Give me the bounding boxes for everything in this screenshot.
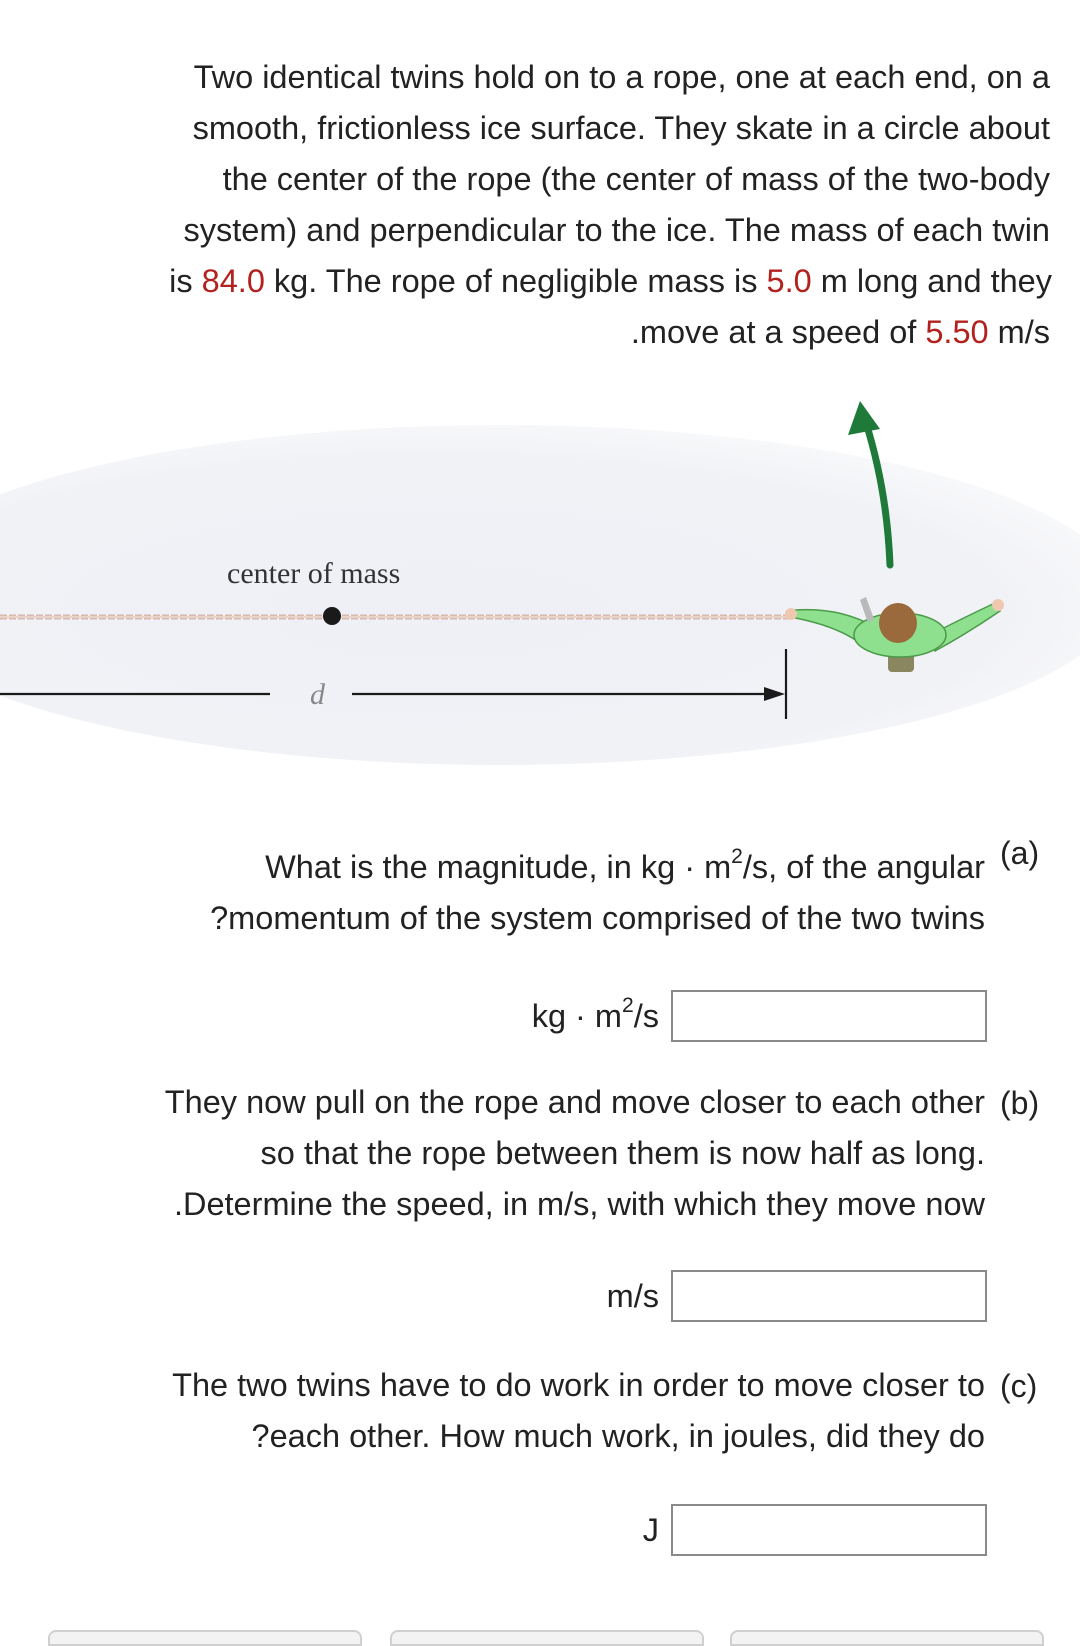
mass-value: 84.0 (201, 263, 265, 299)
answer-input-a[interactable] (671, 990, 987, 1042)
unit-label-c: J (642, 1511, 659, 1548)
bottom-tab[interactable] (730, 1630, 1044, 1646)
distance-label: d (310, 678, 325, 711)
answer-input-b[interactable] (671, 1270, 987, 1322)
center-of-mass-dot (323, 607, 341, 625)
question-c-letter: (c) (1000, 1368, 1038, 1404)
answer-input-c[interactable] (671, 1504, 987, 1556)
twins-rope-figure (0, 395, 1080, 790)
problem-line: system) and perpendicular to the ice. The mass of each twin (183, 212, 1050, 248)
question-c-line: The two twins have to do work in order to move closer to (172, 1367, 985, 1403)
question-b-line: so that the rope between them is now half as long. (260, 1135, 985, 1171)
question-c-line: ?each other. How much work, in joules, did they do (251, 1418, 985, 1454)
answer-row-c (643, 1502, 987, 1558)
speed-value: 5.50 (925, 314, 989, 350)
length-value: 5.0 (766, 263, 812, 299)
problem-line: is 84.0 kg. The rope of negligible mass is 5.0 m long and they (169, 263, 1052, 299)
problem-line: Two identical twins hold on to a rope, one at each end, on a (193, 59, 1050, 95)
problem-line: the center of the rope (the center of mass of the two-body (222, 161, 1050, 197)
problem-line: smooth, frictionless ice surface. They skate in a circle about (192, 110, 1050, 146)
answer-row-a (532, 988, 987, 1044)
question-c (172, 1360, 985, 1462)
center-of-mass-label: center of mass (227, 557, 401, 590)
problem-line: .move at a speed of 5.50 m/s (630, 314, 1050, 350)
question-a-line: What is the magnitude, in kg · $m^2/s$, of the angular (265, 845, 985, 885)
question-b-line: .Determine the speed, in m/s, with which they move now (173, 1186, 985, 1222)
bottom-tab[interactable] (48, 1630, 362, 1646)
answer-row-b (607, 1268, 987, 1324)
question-a-letter: (a) (1000, 835, 1040, 871)
question-a (210, 842, 985, 944)
unit-label-a: kg · $m^2/s$ (531, 993, 659, 1034)
question-a-line: ?momentum of the system comprised of the two twins (210, 900, 985, 936)
question-b-line: They now pull on the rope and move closer to each other (164, 1084, 985, 1120)
ice-surface (0, 425, 1080, 765)
bottom-tab[interactable] (390, 1630, 704, 1646)
question-b (165, 1077, 985, 1230)
problem-statement (40, 52, 1050, 358)
question-b-letter: (b) (1000, 1085, 1040, 1121)
unit-label-b: m/s (606, 1277, 659, 1314)
